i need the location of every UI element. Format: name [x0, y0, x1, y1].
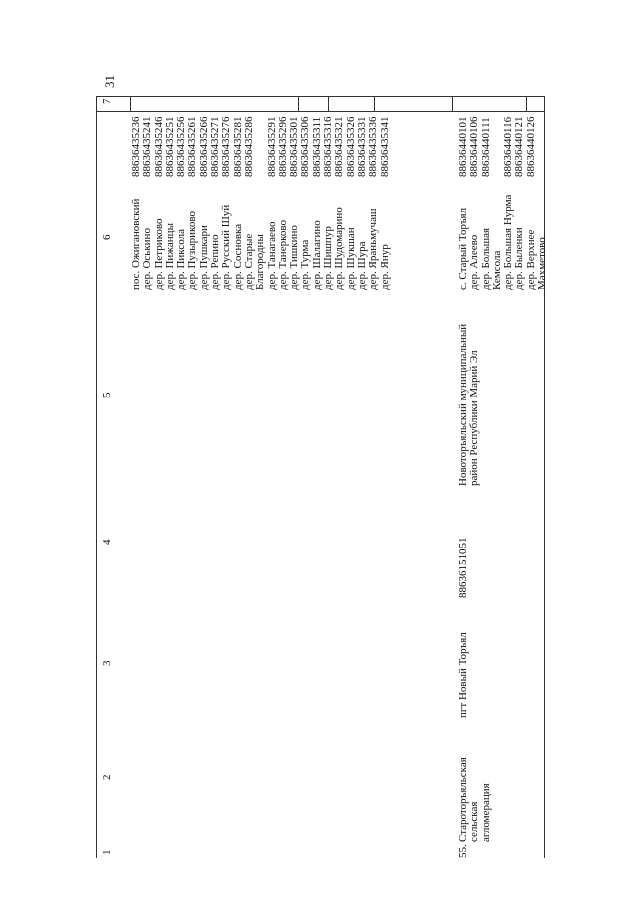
prev-code-line: 88636435266	[197, 116, 210, 177]
header-sep-2-1	[526, 96, 527, 111]
prev-settlement-line: дер. Пузыриково	[186, 211, 199, 290]
prev-code-line: 88636435256	[175, 116, 188, 177]
prev-settlement-line: дер. Русский Шуй	[220, 204, 233, 290]
district-name-line: район Республики Марий Эл	[468, 350, 481, 486]
settlement-code-line: 88636440126	[524, 116, 537, 177]
prev-settlement-line: дер. Сосновка	[231, 223, 244, 290]
settlement-line: с. Старый Торъял	[457, 207, 469, 290]
prev-settlement-line: дер. Танерково	[276, 220, 289, 290]
prev-code-line: 88636435331	[355, 116, 368, 177]
prev-code-line: 88636435336	[367, 116, 380, 177]
header-sep-7-6	[130, 96, 131, 111]
prev-settlement-line: дер. Шукшан	[344, 227, 357, 290]
settlement-code-line: 88636440116	[502, 116, 515, 177]
settlement-code	[458, 117, 548, 178]
prev-code-line: 88636435296	[276, 116, 289, 177]
prev-code-line: 88636435236	[130, 116, 142, 177]
settlement-line: Кемсола	[490, 250, 503, 290]
district-name-line: Новоторъяльский муниципальный	[457, 323, 469, 486]
header-col-2: 2	[101, 774, 113, 780]
prev-code-line: 88636435316	[322, 116, 335, 177]
prev-settlement-line: дер. Шишпур	[322, 226, 335, 290]
col-divider	[96, 96, 97, 858]
page-number: 31	[102, 75, 117, 88]
center-name	[458, 632, 470, 718]
prev-code-line: 88636435261	[186, 116, 199, 177]
row-number	[458, 844, 470, 858]
table-top-border	[96, 96, 544, 97]
agglomeration-name-line: агломерация	[479, 783, 492, 842]
header-col-5: 5	[101, 392, 113, 398]
header-sep-4-3	[374, 96, 375, 111]
header-col-6: 6	[101, 234, 113, 240]
settlement-line: дер. Быленки	[513, 227, 526, 290]
header-col-7: 7	[101, 98, 113, 104]
prev-settlement-line: дер. Шура	[355, 241, 368, 290]
header-col-4: 4	[101, 539, 113, 545]
prev-settlement	[131, 199, 391, 290]
settlement-code-line	[537, 117, 548, 178]
agglomeration-name	[458, 757, 492, 842]
prev-code-line: 88636435271	[209, 116, 222, 177]
settlement-line: Махметово	[536, 237, 549, 290]
header-col-1: 1	[101, 849, 113, 855]
header-sep-6-5	[298, 96, 299, 111]
prev-code-line: 88636435276	[220, 116, 233, 177]
settlement-line: дер. Большая Нурма	[502, 194, 515, 290]
prev-settlement-line: Благородны	[254, 234, 267, 290]
prev-settlement-line: дер. Янур	[378, 244, 391, 290]
prev-code-line: 88636435321	[333, 116, 346, 177]
prev-code-line: 88636435341	[378, 116, 391, 177]
prev-settlement-line: дер. Яраньмучаш	[367, 208, 380, 290]
settlement-code-line: 88636440106	[468, 116, 481, 177]
prev-code-line: 88636435246	[152, 116, 165, 177]
prev-settlement-line: дер. Пушкари	[197, 225, 210, 290]
prev-settlement-line: дер. Турма	[299, 239, 312, 290]
prev-settlement-line: дер. Оськино	[141, 228, 154, 290]
center-code-line: 88636151051	[457, 537, 469, 598]
prev-settlement-line: дер. Петриково	[152, 218, 165, 290]
settlement	[458, 195, 548, 290]
prev-code-line: 88636435311	[310, 116, 323, 177]
header-bottom-border	[96, 111, 544, 112]
agglomeration-name-line: Староторъяльская	[457, 757, 469, 842]
district-name	[458, 324, 481, 486]
settlement-code-line: 88636440101	[457, 116, 469, 177]
prev-code-line: 88636435306	[299, 116, 312, 177]
row-number-line: 55.	[457, 844, 469, 858]
prev-code	[131, 117, 391, 178]
prev-settlement-line: пос. Ожигановский	[130, 198, 142, 290]
settlement-line: дер. Верхнее	[524, 229, 537, 290]
center-code	[458, 538, 470, 599]
header-col-3: 3	[101, 660, 113, 666]
prev-code-line: 88636435291	[265, 116, 278, 177]
prev-code-line	[255, 117, 266, 178]
center-name-line: пгт Новый Торъял	[457, 632, 469, 718]
settlement-line: дер. Большая	[479, 227, 492, 290]
prev-code-line: 88636435301	[288, 116, 301, 177]
prev-code-line: 88636435286	[242, 116, 255, 177]
settlement-code-line: 88636440121	[513, 116, 526, 177]
prev-code-line: 88636435281	[231, 116, 244, 177]
agglomeration-name-line: сельская	[468, 801, 481, 842]
prev-code-line: 88636435326	[344, 116, 357, 177]
prev-code-line: 88636435241	[141, 116, 154, 177]
prev-code-line: 88636435251	[163, 116, 176, 177]
prev-settlement-line: дер. Репино	[209, 234, 222, 290]
prev-settlement-line: дер. Пижанцы	[163, 223, 176, 290]
prev-settlement-line: дер. Пиксола	[175, 229, 188, 290]
prev-settlement-line: дер. Старые	[242, 233, 255, 290]
prev-settlement-line: дер. Шудомарино	[333, 207, 346, 290]
prev-settlement-line: дер. Тишкино	[288, 225, 301, 290]
prev-settlement-line: дер. Шалагино	[310, 220, 323, 290]
settlement-code-line: 88636440111	[479, 117, 492, 177]
prev-settlement-line: дер. Танагаево	[265, 221, 278, 290]
header-sep-5-4	[328, 96, 329, 111]
header-sep-3-2	[452, 96, 453, 111]
settlement-line: дер. Алеево	[468, 234, 481, 290]
